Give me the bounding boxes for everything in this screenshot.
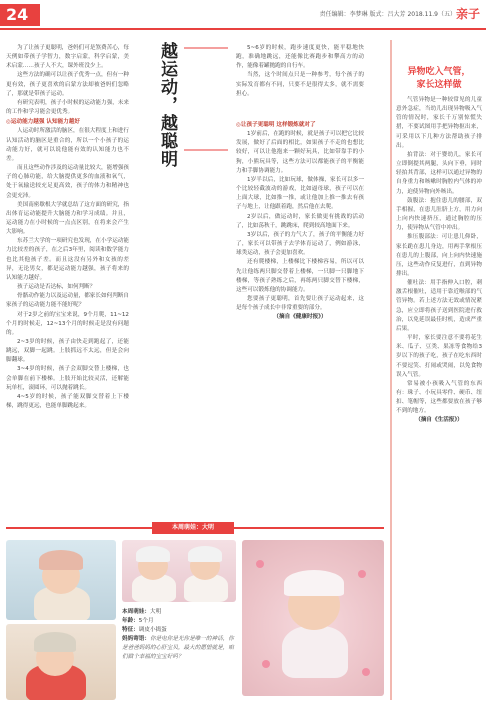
paragraph: 催吐法：用手指伸入口腔，刺激舌根催吐，适用于靠近喉部的气管异物。若上述方法无效或情况紧急，应立即将孩子送到医院进行救治，以免延误最佳时机，造成严重后果。 — [396, 280, 482, 332]
byline: （摘自《生活报》） — [415, 417, 463, 424]
paragraph: 骨骼动作能力以及运动量，都家长如何判断自家孩子的运动能力能不能好呢？ — [6, 293, 129, 309]
subheading: ◎让孩子更聪明 这样锻炼就对了 — [236, 122, 316, 128]
paragraph: 鼓腹法：抱住患儿的腰部，双手相握，在患儿肚脐上方，用力向上向内快速挤压，通过胸腔的压力，使异物从气管中冲出。 — [396, 197, 482, 232]
main-article-column-2-top — [236, 44, 364, 110]
page-header — [0, 0, 486, 30]
paragraph: 1岁半以后，比如玩球，做体操，家长可以多一个比较轻截波动的游戏，比如逼母球，孩子可以在上面大球，比如推一推，或让他加上推一推去有孩子与地上，让他跟着跑，然后他在去爬。 — [236, 176, 364, 211]
baby-photo-2 — [6, 624, 116, 700]
banner-label: 本周萌娃：大明 — [152, 522, 234, 534]
paragraph: 对于2岁之前的宝宝来说，9个月爬，11~12个月的时候走，12~13个月的时候走是没有问题的。 — [6, 311, 129, 336]
side-article-body — [396, 96, 482, 696]
paragraph: 3岁以后，孩子的力气大了，孩子的平衡能力好了，家长可以带孩子去学体育运动了，例如游泳，球类运动，孩子会更加喜欢。 — [236, 231, 364, 257]
side-title-line-1: 异物吃入气管， — [407, 67, 471, 77]
paragraph: 孩子运动是否达标，如何判断？ — [17, 284, 96, 291]
paragraph: 还有爬楼梯，上楼梯比下楼梯容易，所以可以先让他练两只脚交替着上楼梯，一只脚一只脚地下楼梯，等孩子熟练之后，再练两只脚交替下楼梯，这些可以锻炼他的协调能力。 — [236, 259, 364, 293]
baby-photo-4 — [242, 540, 384, 696]
caption-age: 5个月 — [138, 618, 154, 624]
header-meta: 责任编辑：李梦琳 版式：吕大芳 2018.11.9（五） — [319, 11, 456, 18]
photo-caption: 本周萌娃：大明 年龄：5个月 特征：调皮小捣蛋 妈妈寄语：你是电你是光你是唯一的神话，你是爸爸妈妈的心肝宝贝，最大的愿望就是，咱们做个幸福的宝宝好吗？ — [122, 609, 234, 660]
side-title-line-2: 家长这样做 — [416, 80, 462, 90]
header-rule — [0, 28, 486, 30]
paragraph: 您要孩子更聪明，首先要让孩子运动起来，这是每个孩子成长中非常重要的部分。 — [236, 295, 364, 312]
baby-photo-3 — [122, 540, 236, 602]
paragraph: 当然，这个时间点只是一种参考，每个孩子的实际发育都有不同，只要不是很得太多，就不需要担心。 — [236, 72, 364, 97]
caption-message: 你是电你是光你是唯一的神话，你是爸爸妈妈的心肝宝贝，最大的愿望就是，咱们做个幸福的宝宝好吗？ — [122, 636, 234, 660]
main-article-column-2 — [236, 120, 364, 518]
byline: （摘自《健康时报》） — [273, 314, 327, 321]
side-divider — [390, 40, 392, 700]
photo-section-banner — [6, 522, 384, 534]
section-name: 亲子 — [455, 7, 480, 21]
paragraph: 气管异物是一种较常见的儿童意外急症，当幼儿出现异物吸入气管的情况时，家长千万别惊慌失措，不要试图用手把异物抠出来，可采用以下几种方法帮助孩子排出。 — [396, 97, 482, 149]
paragraph: 东苏兰大学的一项研究也发现，在小学运动能力比较差的孩子，在之后3年里，阅读和数学能力也比其他孩子差。而且这没有另外和女孩的差异，无论男女，都是运动能力越强，孩子将来的认知能力越好。 — [6, 238, 129, 281]
page-number: 24 — [0, 4, 40, 26]
subheading: ◎运动能力越强 认知能力越好 — [6, 119, 80, 126]
baby-photo-1 — [6, 540, 116, 620]
paragraph: 美国南密歇根大学就总结了这方面的研究，指出体育运动能提升大脑能力和学习成绩。并且，运动能力在小时候的一点点区别，在将来会产生大影响。 — [6, 201, 129, 236]
caption-feature: 调皮小捣蛋 — [138, 627, 167, 633]
paragraph: 拍背法：对于婴幼儿，家长可立即倒提其两腿，头向下垂，同时轻拍其背部，这样可以通过异物的自身重力和咳嗽时胸腔内气体的冲力，迫使异物向外咳出。 — [396, 151, 482, 195]
paragraph: 4~5岁的时候，孩子能双脚交替着上下楼梯，跳得更远，也能单脚跳起来。 — [6, 393, 129, 410]
paragraph: 有研究表明，孩子小时候的运动能力强，未来的工作和学习能会更优秀。 — [6, 99, 129, 116]
paragraph: 1岁前后，在跑的时候，就是孩子可以把它比较发展，做好了后面的相比，如果孩子不走的也想比较好，可以让他抱来一颗好玩具，比如带靠手的小狗，小熊玩具等，这些方法可以都能孩子的平衡能力和手脚协调能力。 — [236, 131, 364, 174]
side-article-title — [396, 66, 482, 92]
paragraph: 3~4岁的时候，孩子会双脚交替上楼梯，也会单脚在前下楼梯。上肢开始比较灵活，还解能玩单杠，滚圆环，可以抛着跳长。 — [6, 366, 129, 391]
paragraph: 5~6岁的时候，跑步速度更快，能平稳地快跑，准确地跳远，还能像比赛跑步和攀高方的动作，能像着罐抛跑的自行车。 — [236, 45, 364, 70]
paragraph: 常易被小孩吸入气管的东西有：珠子、小玩具零件、硬币、纽扣、笔帽等，这些都要放在孩子够不到的地方。 — [396, 380, 482, 415]
main-article-title: 越运动，越聪明 — [157, 42, 177, 168]
main-article-column-1 — [6, 44, 129, 518]
paragraph: 2~3岁的时候，孩子由快走到跑起了，还能跳远，双脚一起跳。上肢抓远不太远，但是会向脚翻球。 — [6, 339, 129, 364]
paragraph: 人运动时所激活的脑区，在很大程度上和进行认知活动的脑区是重合的，所以一个小孩子的运动能力好，就可以说他能有效的认知能力也不差。 — [6, 128, 129, 162]
decoration-lines — [180, 44, 232, 154]
paragraph: 2岁以后，做运动时，家长做更有挑战的活动了，比如荡秋千，跳跳床，爬到较高地面下来。 — [236, 213, 364, 229]
paragraph: 平时，家长要注意不要将花生米、瓜子、豆类、果冻等食物给3岁以下的孩子吃，孩子在吃东西时不要逗笑、打闹或哭闹，以免食物误入气管。 — [396, 335, 482, 378]
paragraph: 这些方法的确可以让孩子优秀一点，但有一种更有效，孩子更喜欢的启蒙方法却被爸妈们忽略了，那就是带孩子运动。 — [6, 72, 129, 97]
paragraph: 而且这些动作涉及的运动量比较大，能增强孩子的心肺功能，给大脑提供更多的血液和氧气，处于氧输送较充足更高效，孩子的体力和精神也会更充沛。 — [6, 165, 129, 199]
caption-name: 大明 — [149, 609, 162, 615]
paragraph: 为了让孩子更聪明，爸妈们可是煞费苦心，每天例如带孩子学智力，数字启蒙，科学启蒙，美术启蒙……孩子人不大，课外班没少上。 — [6, 45, 129, 70]
paragraph: 推压腹部法：可让患儿仰卧，家长跪在患儿身边，用两手掌根压在患儿的上腹部，向上向内快速施压，这些动作反复进行，直到异物排出。 — [396, 234, 482, 277]
